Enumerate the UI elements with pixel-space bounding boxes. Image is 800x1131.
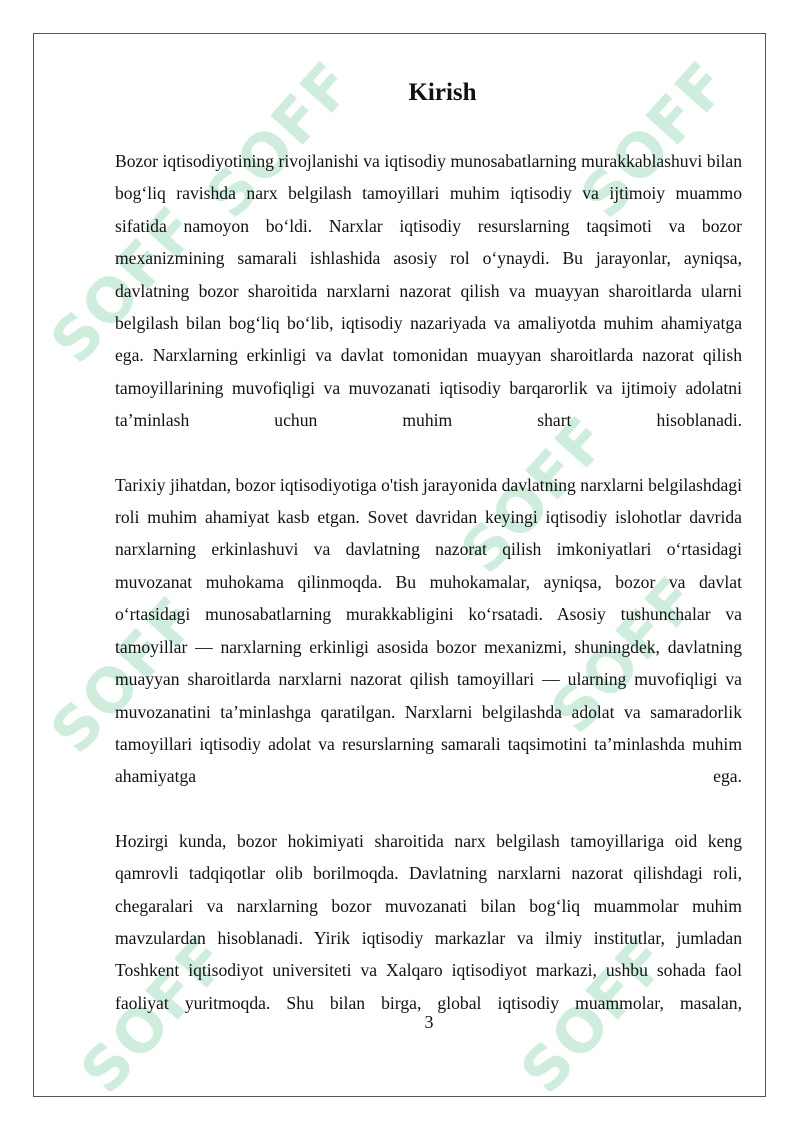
svg-text:SOFF: SOFF [507, 923, 683, 1107]
page-title: Kirish [408, 79, 477, 106]
svg-text:SOFF: SOFF [567, 48, 743, 232]
svg-text:SOFF: SOFF [537, 563, 713, 747]
svg-text:SOFF: SOFF [37, 583, 213, 767]
svg-text:SOFF: SOFF [67, 923, 243, 1107]
svg-text:SOFF: SOFF [37, 193, 213, 377]
paragraph-intro: Bozor iqtisodiyotining rivojlanishi va iqtisodiy munosabatlarning murakkablashuvi bilan bog‘liq ravishda narx belgilash tamoyillari muhim iqtisodiy va ijtimoiy muammo sifatida namoyon bo‘ldi. Narxlar iqtisodiy resurslarning taqsimoti va bozor mexanizmining samarali ishlashida asosiy rol o‘ynaydi. Bu jarayonlar, ayniqsa, davlatning bozor sharoitida narxlarni nazorat qilish va muayyan sharoitlarda ularni belgilash bilan bog‘liq bo‘lib, iqtisodiy nazariyada va amaliyotda muhim ahamiyatga ega. Narxlarning erkinligi va davlat tomonidan muayyan sharoitlarda nazorat qilish tamoyillarining muvofiqligi va muvozanati iqtisodiy barqarorlik va ijtimoiy adolatni ta’minlash uchun muhim shart hisoblanadi. [115, 151, 742, 431]
svg-text:SOFF: SOFF [192, 48, 368, 232]
paragraph-history: Tarixiy jihatdan, bozor iqtisodiyotiga o'tish jarayonida davlatning narxlarni belgilashdagi roli muhim ahamiyat kasb etgan. Sovet davridan keyingi iqtisodiy islohotlar davrida narxlarning erkinlashuvi va davlatning nazorat qilish imkoniyatlari o‘rtasidagi muvozanat muhokama qilinmoqda. Bu muhokamalar, ayniqsa, bozor va davlat o‘rtasidagi munosabatlarning murakkabligini ko‘rsatadi. Asosiy tushunchalar va tamoyillar — narxlarning erkinligi asosida bozor mexanizmi, shuningdek, davlatning muayyan sharoitlarda narxlarni nazorat qilish tamoyillari — ularning muvofiqligi va muvozanatini ta’minlashga qaratilgan. Narxlarni belgilashda adolat va samaradorlik tamoyillari iqtisodiy adolat va resurslarning samarali taqsimotini ta’minlashda muhim ahamiyatga ega. [115, 474, 742, 787]
document-body [115, 72, 742, 1019]
svg-text:SOFF: SOFF [447, 403, 623, 587]
paragraph-current: Hozirgi kunda, bozor hokimiyati sharoitida narx belgilash tamoyillariga oid keng qamrovli tadqiqotlar olib borilmoqda. Davlatning narxlarni nazorat qilishdagi roli, chegaralari va narxlarning bozor muvozanati bilan bog‘liq muammolar muhim mavzulardan hisoblanadi. Yirik iqtisodiy markazlar va ilmiy institutlar, jumladan Toshkent iqtisodiyot universiteti va Xalqaro iqtisodiyot markazi, ushbu sohada faol faoliyat yuritmoqda. Shu bilan birga, global iqtisodiy muammolar, masalan, [115, 830, 742, 1013]
page-number: 3 [424, 1012, 434, 1032]
